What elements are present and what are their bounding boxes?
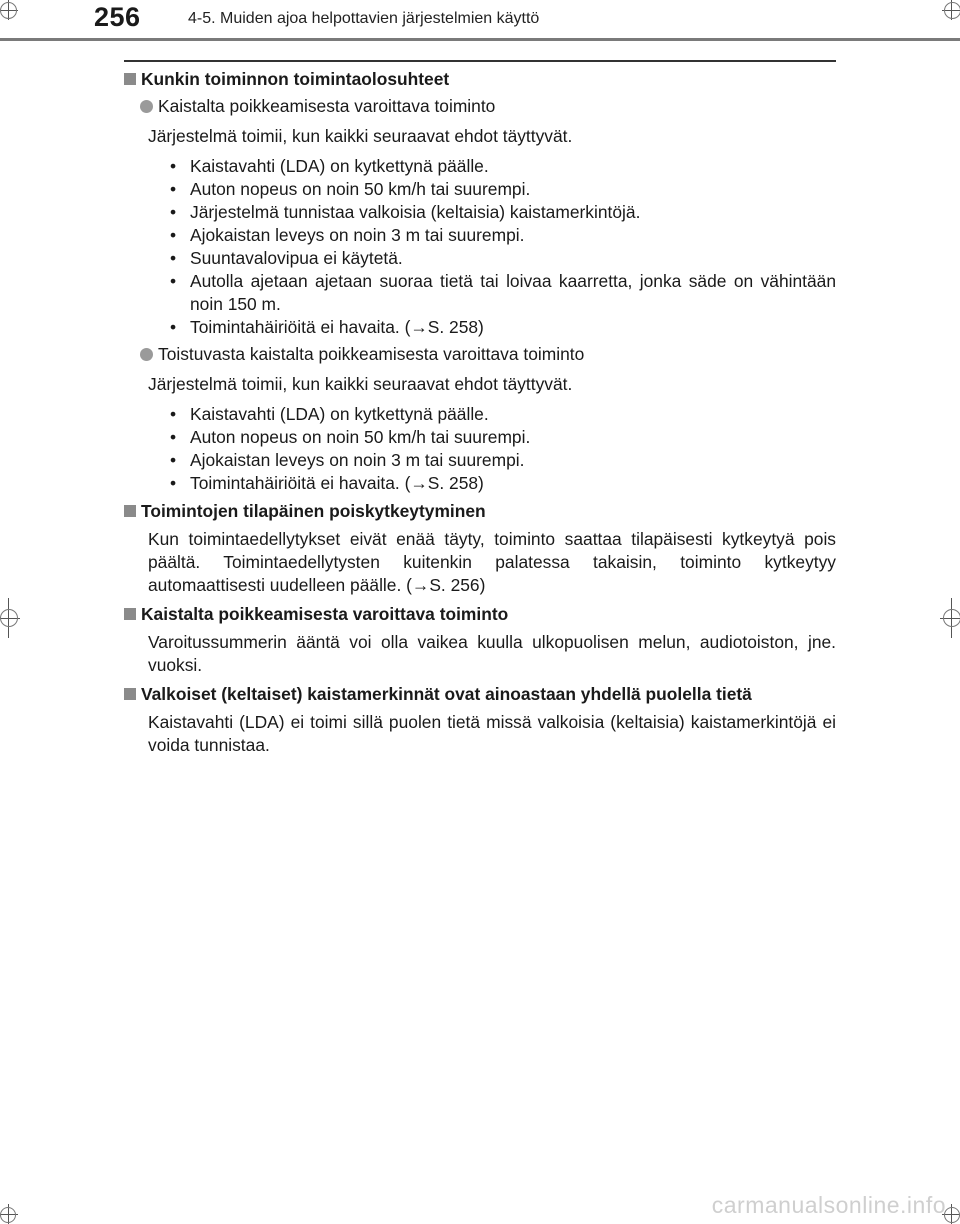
- section-heading: Valkoiset (keltaiset) kaistamerkinnät ovat ainoastaan yhdellä puolella tietä: [124, 683, 836, 706]
- list-item: • Kaistavahti (LDA) on kytkettynä päälle.: [170, 156, 489, 176]
- content-top-divider: [124, 60, 836, 62]
- square-bullet-icon: [124, 73, 136, 85]
- list-item: • Toimintahäiriöitä ei havaita. (→S. 258): [170, 317, 484, 337]
- registration-mark-bottom-left: [0, 1204, 20, 1224]
- registration-mark-top-right: [940, 0, 960, 24]
- circle-bullet-icon: [140, 348, 153, 361]
- list-item: • Ajokaistan leveys on noin 3 m tai suurempi.: [170, 225, 525, 245]
- square-bullet-icon: [124, 505, 136, 517]
- page-content: [124, 68, 836, 757]
- section-text: Kun toimintaedellytykset eivät enää täyty, toiminto saattaa tilapäisesti kytkeytyä pois päältä. Toimintaedellytysten kuitenkin palatessa takaisin, toiminto kytkeytyy automaattisesti uudelleen päälle. (→S. 256): [148, 529, 836, 595]
- page-number: 256: [94, 2, 141, 32]
- subsection-heading: Toistuvasta kaistalta poikkeamisesta varoittava toiminto: [124, 343, 836, 366]
- registration-mark-top-left: [0, 0, 20, 24]
- list-item: • Auton nopeus on noin 50 km/h tai suurempi.: [170, 427, 531, 447]
- square-bullet-icon: [124, 608, 136, 620]
- square-bullet-icon: [124, 688, 136, 700]
- watermark: carmanualsonline.info: [711, 1192, 946, 1218]
- section-heading: Kunkin toiminnon toimintaolosuhteet: [124, 68, 836, 91]
- list-item: • Auton nopeus on noin 50 km/h tai suurempi.: [170, 179, 531, 199]
- list-item: • Ajokaistan leveys on noin 3 m tai suurempi.: [170, 450, 525, 470]
- registration-mark-mid-left: [0, 598, 20, 638]
- subsection-intro: Järjestelmä toimii, kun kaikki seuraavat ehdot täyttyvät.: [148, 374, 573, 394]
- section-heading: Toimintojen tilapäinen poiskytkeytyminen: [124, 500, 836, 523]
- registration-mark-mid-right: [940, 598, 960, 638]
- conditions-list: [124, 155, 836, 339]
- header-section-title: 4-5. Muiden ajoa helpottavien järjestelmien käyttö: [188, 10, 540, 27]
- section-text: Varoitussummerin ääntä voi olla vaikea kuulla ulkopuolisen melun, audiotoiston, jne. vuoksi.: [148, 632, 836, 675]
- list-item: • Järjestelmä tunnistaa valkoisia (keltaisia) kaistamerkintöjä.: [170, 202, 641, 222]
- header-divider: [0, 38, 960, 41]
- section-heading: Kaistalta poikkeamisesta varoittava toiminto: [124, 603, 836, 626]
- list-item: • Toimintahäiriöitä ei havaita. (→S. 258): [170, 473, 484, 493]
- list-item: • Kaistavahti (LDA) on kytkettynä päälle.: [170, 404, 489, 424]
- list-item: • Autolla ajetaan ajetaan suoraa tietä tai loivaa kaarretta, jonka säde on vähintään noin 150 m.: [170, 271, 836, 314]
- list-item: • Suuntavalovipua ei käytetä.: [170, 248, 403, 268]
- subsection-intro: Järjestelmä toimii, kun kaikki seuraavat ehdot täyttyvät.: [148, 126, 573, 146]
- subsection-heading: Kaistalta poikkeamisesta varoittava toiminto: [124, 95, 836, 118]
- circle-bullet-icon: [140, 100, 153, 113]
- section-text: Kaistavahti (LDA) ei toimi sillä puolen tietä missä valkoisia (keltaisia) kaistamerkintöjä ei voida tunnistaa.: [148, 712, 836, 755]
- conditions-list: [124, 403, 836, 495]
